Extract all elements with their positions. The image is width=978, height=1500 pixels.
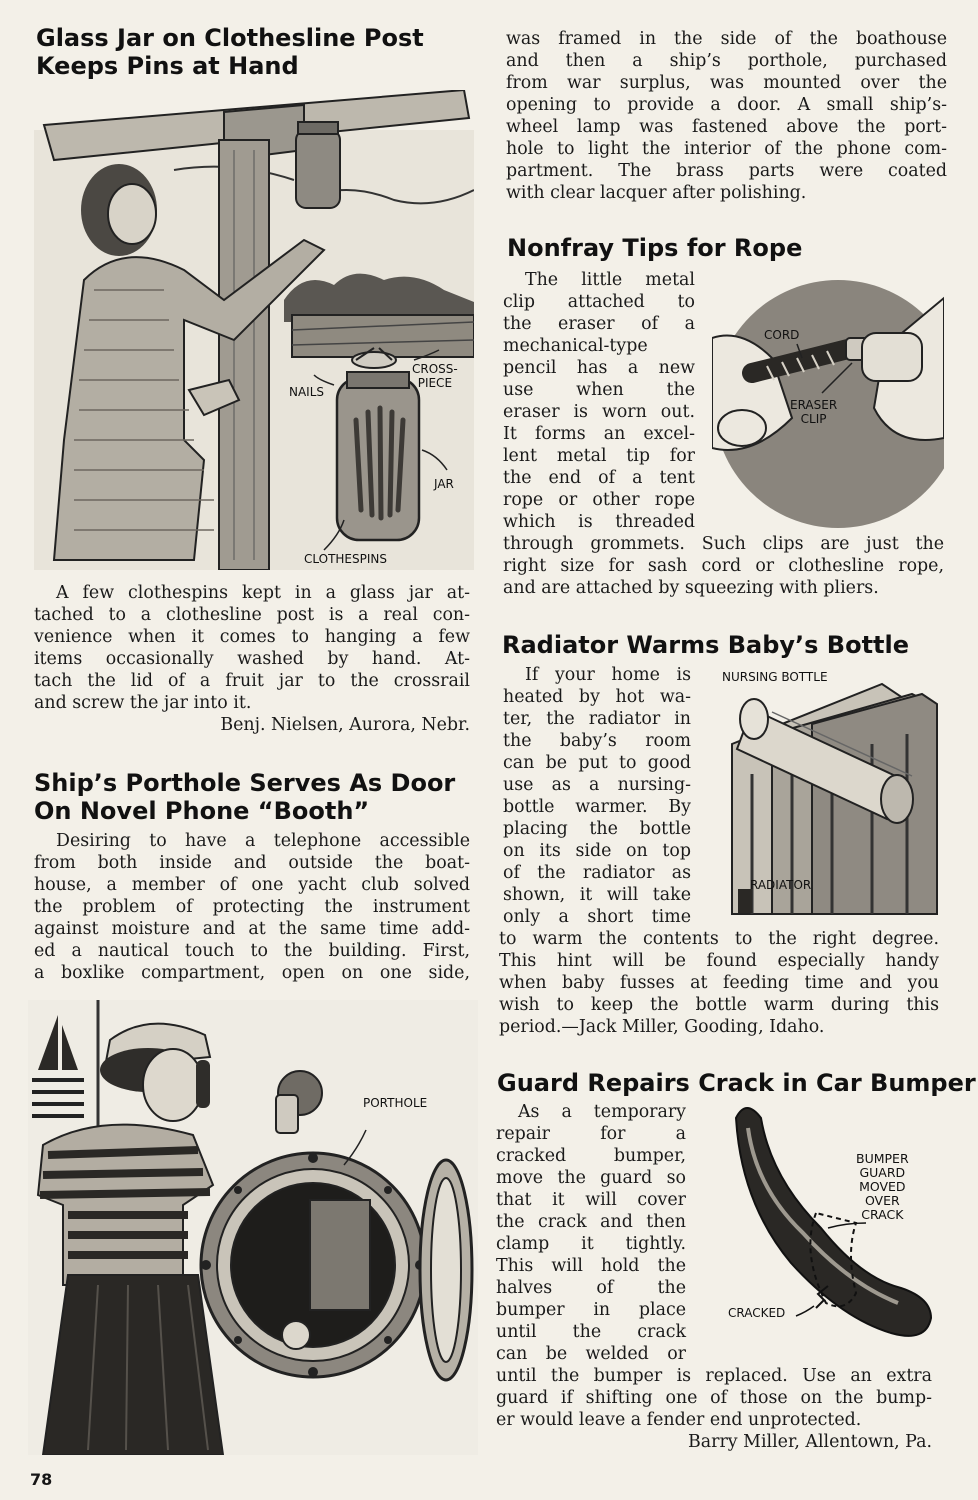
byline: Benj. Nielsen, Aurora, Nebr. [220, 715, 470, 735]
body-line: until the bumper is replaced. Use an extra [496, 1366, 932, 1386]
body-line: heated by hot wa- [503, 687, 691, 707]
nonfray-title [507, 234, 802, 262]
body-line: lent metal tip for [503, 446, 695, 466]
body-line: halves of the [496, 1278, 686, 1298]
title-line: On Novel Phone “Booth” [34, 797, 370, 825]
body-line: which is threaded [503, 512, 695, 532]
porthole-body [34, 830, 470, 984]
body-line: use when the [503, 380, 695, 400]
body-line: ed a nautical touch to the building. First, [34, 941, 470, 961]
body-line: If your home is [525, 665, 691, 685]
body-line: with clear lacquer after polishing. [506, 183, 807, 203]
glass-jar-title [36, 24, 424, 80]
body-line: wish to keep the bottle warm during this [499, 995, 939, 1015]
body-line: can be put to good [503, 753, 691, 773]
body-line: period.—Jack Miller, Gooding, Idaho. [499, 1017, 825, 1037]
body-line: the problem of protecting the instrument [34, 897, 470, 917]
body-line: right size for sash cord or clothesline rope, [503, 556, 944, 576]
body-line: when baby fusses at feeding time and you [499, 973, 939, 993]
body-line: partment. The brass parts were coated [506, 161, 947, 181]
title-line: Radiator Warms Baby’s Bottle [502, 631, 910, 659]
nonfray-body [503, 269, 695, 533]
body-line: ter, the radiator in [503, 709, 691, 729]
body-line: Desiring to have a telephone accessible [56, 831, 470, 851]
body-line: placing the bottle [503, 819, 691, 839]
porthole-continued-body [506, 28, 947, 204]
guard-moved-label: BUMPER GUARD MOVED OVER CRACK [856, 1151, 909, 1222]
body-line: and are attached by squeezing with pliers. [503, 578, 879, 598]
clothespins-label: CLOTHESPINS [304, 552, 388, 566]
body-line: mechanical-type [503, 336, 648, 356]
body-line: cracked bumper, [496, 1146, 686, 1166]
body-line: It forms an excel- [503, 424, 695, 444]
porthole-booth-illustration [28, 1000, 478, 1455]
body-line: the baby’s room [503, 731, 691, 751]
body-line: the crack and then [496, 1212, 686, 1232]
bumper-guard-illustration [716, 1098, 942, 1360]
cord-label: CORD [764, 328, 800, 342]
radiator-drawing [712, 664, 942, 920]
body-line: hole to light the interior of the phone com- [506, 139, 947, 159]
radiator-body-wide [499, 928, 939, 1038]
body-line: As a temporary [518, 1102, 686, 1122]
title-line: Guard Repairs Crack in Car Bumper [497, 1069, 976, 1097]
body-line: tached to a clothesline post is a real con- [34, 605, 470, 625]
body-line: This will hold the [496, 1256, 686, 1276]
body-line: clip attached to [503, 292, 695, 312]
body-line: the end of a tent [503, 468, 695, 488]
body-line: opening to provide a door. A small ship’s- [506, 95, 947, 115]
bumper-body [496, 1101, 686, 1365]
radiator-bottle-illustration [712, 664, 942, 920]
cracked-label: CRACKED [728, 1306, 786, 1320]
body-line: use as a nursing- [503, 775, 691, 795]
body-line: items occasionally washed by hand. At- [34, 649, 470, 669]
nonfray-body-wide [503, 533, 944, 599]
body-line: shown, it will take [503, 885, 691, 905]
body-line: move the guard so [496, 1168, 686, 1188]
body-line: only a short time [503, 907, 691, 927]
nursing-bottle-label: NURSING BOTTLE [722, 670, 828, 684]
radiator-label: RADIATOR [750, 878, 812, 892]
body-line: was framed in the side of the boathouse [506, 29, 947, 49]
body-line: on its side on top [503, 841, 691, 861]
body-line: against moisture and at the same time add- [34, 919, 470, 939]
nails-label: NAILS [289, 385, 325, 399]
body-line: through grommets. Such clips are just the [503, 534, 944, 554]
clothesline-jar-illustration [34, 90, 474, 570]
body-line: and then a ship’s porthole, purchased [506, 51, 947, 71]
body-line: clamp it tightly. [496, 1234, 686, 1254]
bumper-drawing [716, 1098, 942, 1360]
body-line: This hint will be found especially handy [499, 951, 939, 971]
body-line: of the radiator as [503, 863, 691, 883]
body-line: The little metal [525, 270, 695, 290]
glass-jar-body [34, 582, 470, 736]
clothesline-jar-drawing [34, 90, 474, 570]
porthole-title [34, 769, 455, 825]
body-line: from both inside and outside the boat- [34, 853, 470, 873]
body-line: a boxlike compartment, open on one side, [34, 963, 470, 983]
body-line: venience when it comes to hanging a few [34, 627, 470, 647]
title-line: Nonfray Tips for Rope [507, 234, 803, 262]
porthole-drawing [28, 1000, 478, 1455]
body-line: and screw the jar into it. [34, 693, 252, 713]
body-line: guard if shifting one of those on the bump- [496, 1388, 932, 1408]
body-line: that it will cover [496, 1190, 686, 1210]
body-line: rope or other rope [503, 490, 695, 510]
body-line: er would leave a fender end unprotected. [496, 1410, 862, 1430]
cross-piece-label: CROSS- PIECE [412, 362, 458, 390]
byline: Barry Miller, Allentown, Pa. [688, 1432, 932, 1452]
eraser-clip-label: ERASER CLIP [790, 398, 838, 426]
body-line: to warm the contents to the right degree. [499, 929, 939, 949]
body-line: from war surplus, was mounted over the [506, 73, 947, 93]
title-line: Keeps Pins at Hand [36, 52, 299, 80]
title-line: Glass Jar on Clothesline Post [36, 24, 424, 52]
body-line: pencil has a new [503, 358, 695, 378]
porthole-label: PORTHOLE [363, 1096, 428, 1110]
body-line: house, a member of one yacht club solved [34, 875, 470, 895]
bumper-body-wide [496, 1365, 932, 1453]
body-line: the eraser of a [503, 314, 695, 334]
bumper-title [497, 1069, 976, 1097]
body-line: bumper in place [496, 1300, 686, 1320]
body-line: eraser is worn out. [503, 402, 695, 422]
jar-label: JAR [434, 477, 454, 491]
body-line: wheel lamp was fastened above the port- [506, 117, 947, 137]
body-line: A few clothespins kept in a glass jar at- [56, 583, 470, 603]
radiator-body [503, 664, 691, 928]
title-line: Ship’s Porthole Serves As Door [34, 769, 456, 797]
radiator-title [502, 631, 909, 659]
rope-clip-illustration [712, 278, 944, 530]
body-line: repair for a [496, 1124, 686, 1144]
body-line: can be welded or [496, 1344, 686, 1364]
body-line: bottle warmer. By [503, 797, 691, 817]
body-line: until the crack [496, 1322, 686, 1342]
body-line: tach the lid of a fruit jar to the crossrail [34, 671, 470, 691]
page-number: 78 [30, 1470, 53, 1489]
